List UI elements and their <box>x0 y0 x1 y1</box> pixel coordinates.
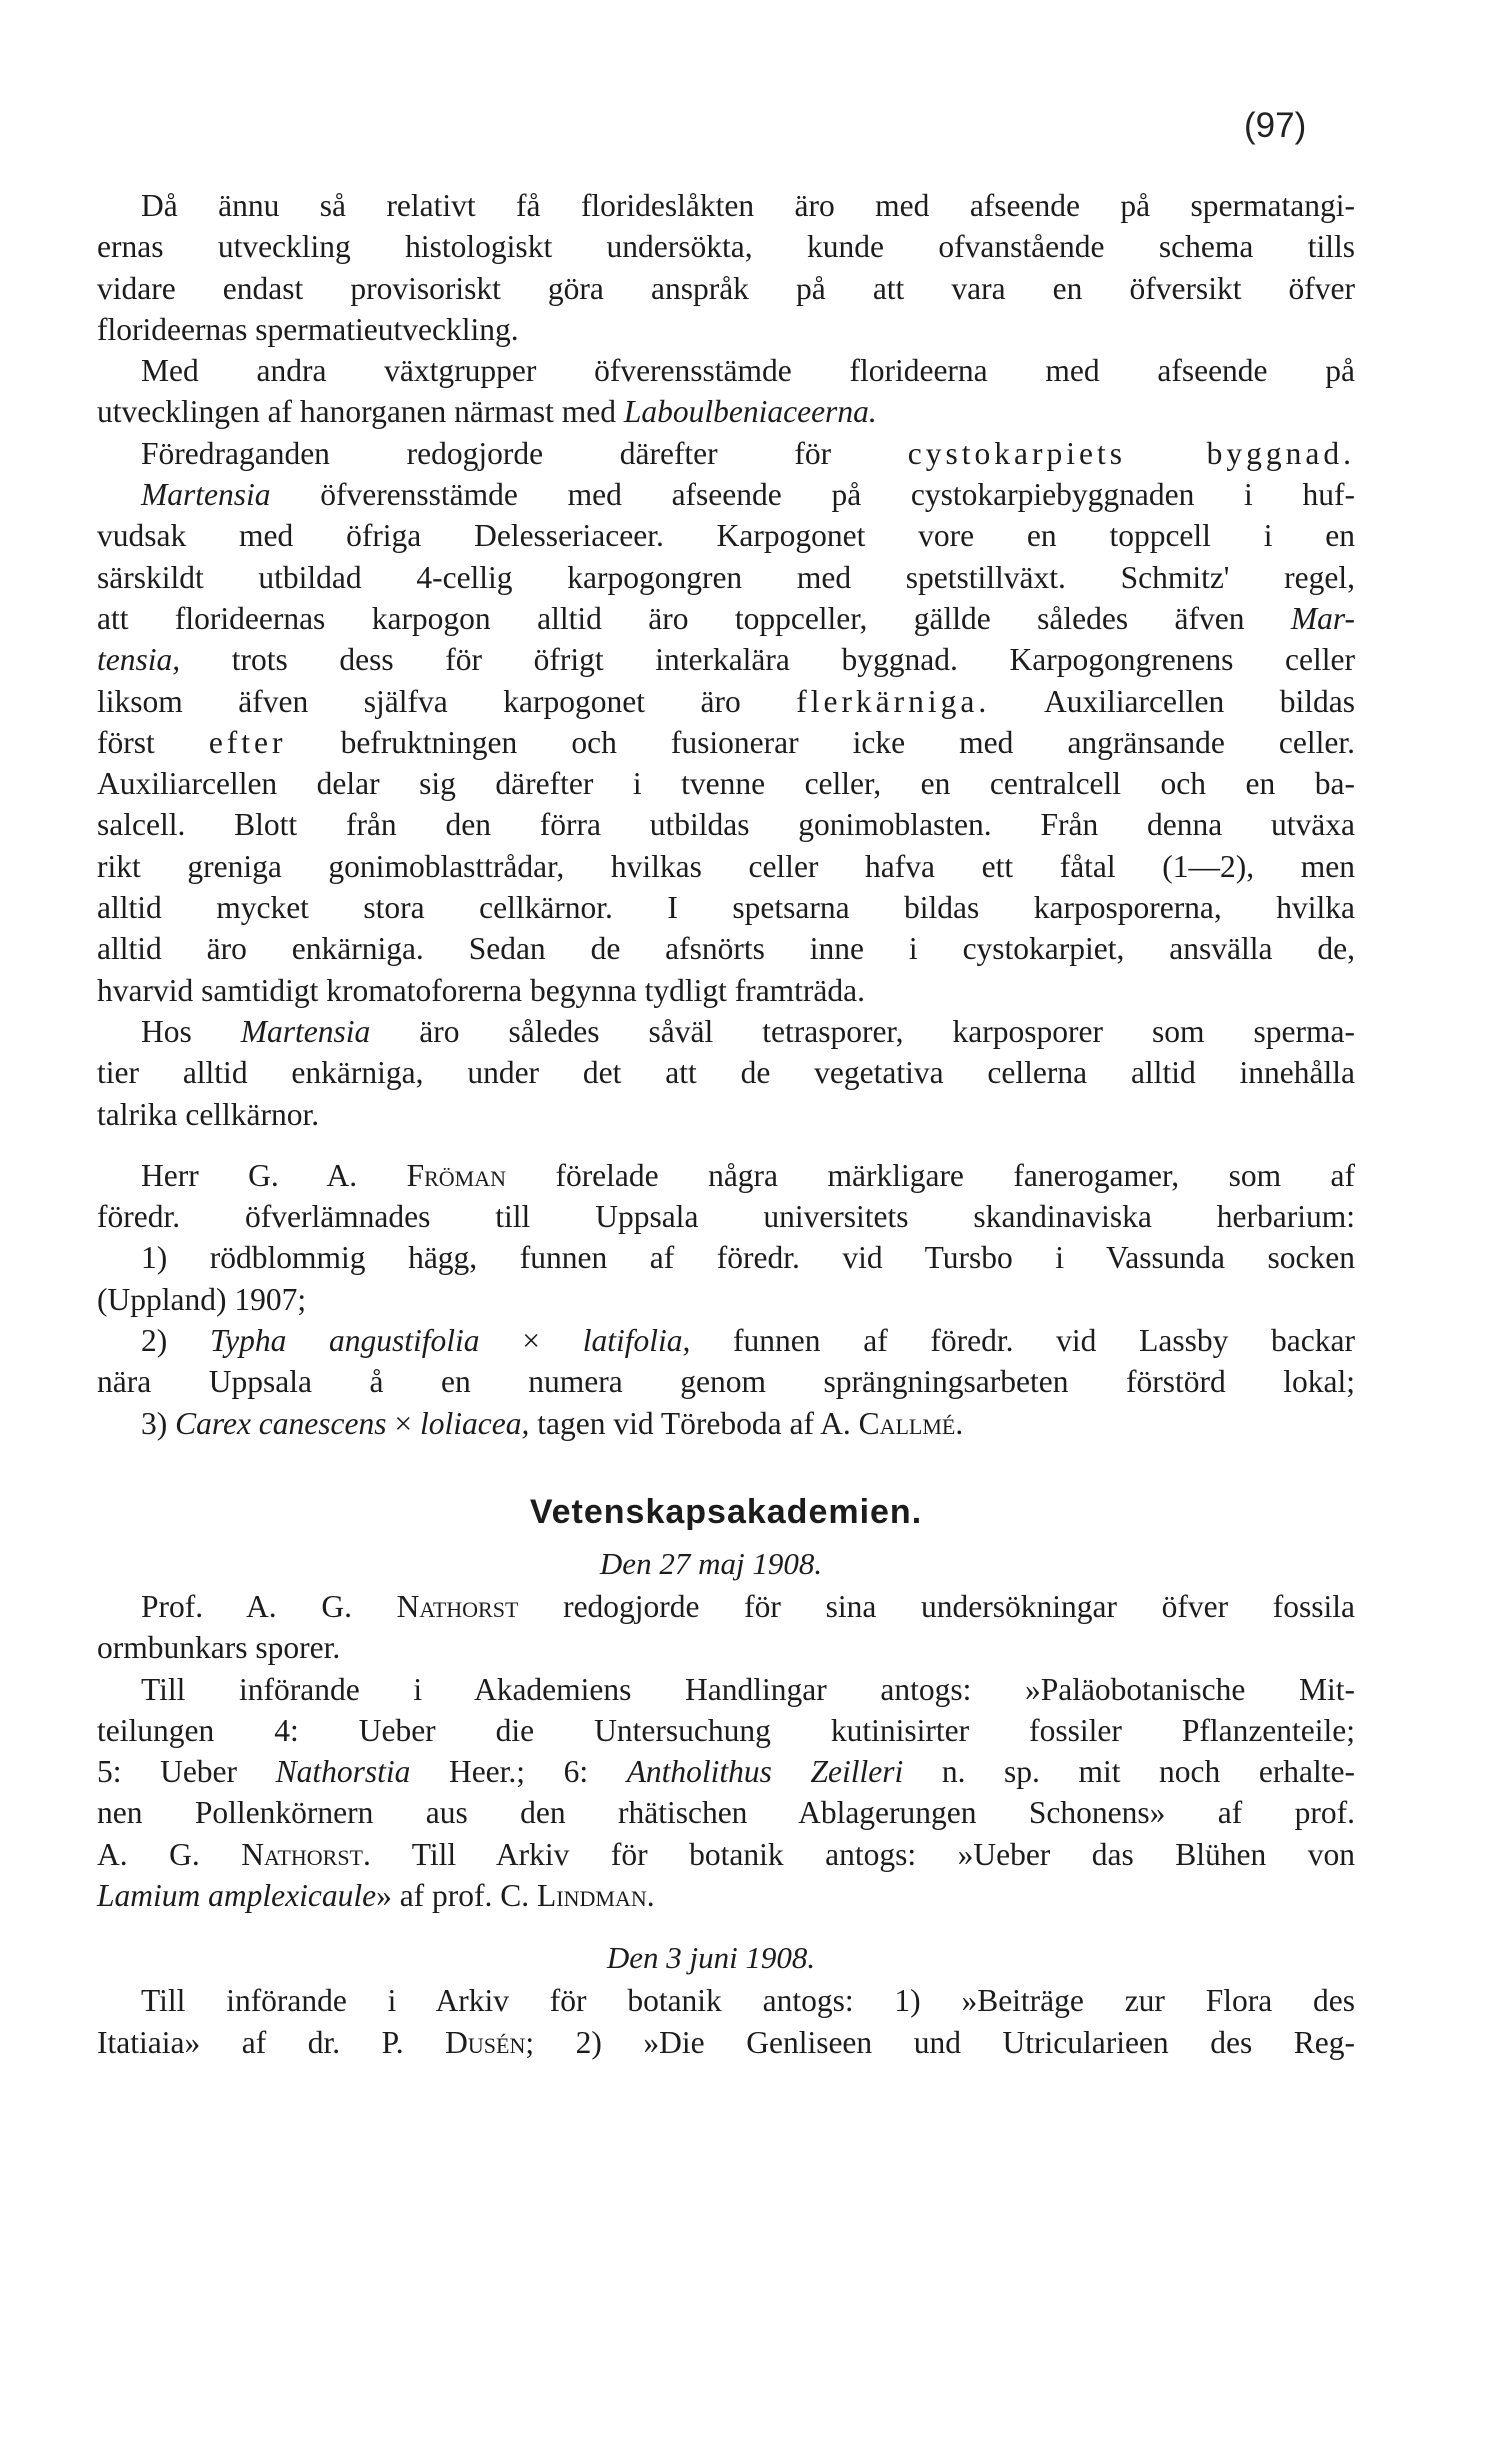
page-number: (97) <box>1244 106 1307 145</box>
text-line <box>97 1320 1355 1361</box>
text-line <box>97 474 1355 515</box>
taxon-name: Typha angustifolia <box>209 1323 480 1359</box>
text-run: först <box>97 724 209 760</box>
text-line: florideernas spermatieutveckling. <box>97 311 519 347</box>
text-run: liksom äfven själfva karpogonet äro <box>97 683 797 719</box>
text-line <box>97 1586 1355 1627</box>
taxon-name: Carex canescens <box>175 1405 387 1441</box>
text-line <box>97 1155 1355 1196</box>
text-run: trots dess för öfrigt interkalära byggnad. Karpogongrenens celler <box>180 642 1355 678</box>
text-line: (Uppland) 1907; <box>97 1281 307 1317</box>
text-run: Heer.; 6: <box>410 1754 627 1790</box>
text-line: nen Pollenkörnern aus den rhätischen Ablagerungen Schonens» af prof. <box>97 1795 1355 1831</box>
text-line: ormbunkars sporer. <box>97 1630 341 1666</box>
paragraph-spermatangia <box>97 185 1355 1135</box>
meeting-date: Den 3 juni 1908. <box>606 1940 816 1976</box>
text-line: ernas utveckling histologiskt undersökta, kunde ofvanstående schema tills <box>97 229 1355 265</box>
text-run: × <box>479 1323 583 1359</box>
text-line <box>97 1875 1355 1916</box>
text-run: redogjorde för sina undersökningar öfver fossila <box>518 1588 1355 1624</box>
text-run: Herr G. A. <box>141 1157 407 1193</box>
text-line: vudsak med öfriga Delesseriaceer. Karpogonet vore en toppcell i en <box>97 518 1355 554</box>
taxon-name: Nathorstia <box>275 1754 411 1790</box>
text-line: Till införande i Akademiens Handlingar antogs: »Paläobotanische Mit- <box>141 1671 1355 1707</box>
text-run: förelade några märkligare fanerogamer, som af <box>506 1157 1356 1193</box>
text-run: Till Arkiv för botanik antogs: »Ueber das Blühen von <box>370 1836 1355 1872</box>
text-line <box>97 598 1355 639</box>
text-run: 3) <box>141 1405 176 1441</box>
text-line: hvarvid samtidigt kromatoforerna begynna tydligt framträda. <box>97 972 866 1008</box>
taxon-name: Martensia <box>240 1013 371 1049</box>
text-run: Itatiaia» af dr. P. <box>97 2024 446 2060</box>
text-line <box>97 2022 1355 2063</box>
text-run: Hos <box>141 1013 241 1049</box>
text-line <box>97 639 1355 680</box>
text-run: äro således såväl tetrasporer, karposporer som sperma- <box>370 1013 1355 1049</box>
text-line: rikt greniga gonimoblasttrådar, hvilkas celler hafva ett fåtal (1—2), men <box>97 848 1355 884</box>
text-line: tier alltid enkärniga, under det att de vegetativa cellerna alltid innehålla <box>97 1055 1355 1091</box>
text-run: Prof. A. G. <box>141 1588 397 1624</box>
text-line: vidare endast provisoriskt göra anspråk på att vara en öfversikt öfver <box>97 270 1355 306</box>
section-gap <box>97 1444 1355 1482</box>
text-run: utvecklingen af hanorganen närmast med <box>97 394 624 430</box>
text-line: Med andra växtgrupper öfverensstämde florideerna med afseende på <box>141 353 1355 389</box>
text-run: att florideernas karpogon alltid äro toppceller, gällde således äfven <box>97 600 1291 636</box>
page-body <box>97 185 1355 2063</box>
text-line <box>97 433 1355 474</box>
text-line: 1) rödblommig hägg, funnen af föredr. vid Tursbo i Vassunda socken <box>141 1240 1355 1276</box>
text-run: A. G. <box>97 1836 242 1872</box>
text-line <box>97 1834 1355 1875</box>
text-run: öfverensstämde med afseende på cystokarpiebyggnaden i huf- <box>270 477 1355 513</box>
person-name: Dusén; <box>445 2024 535 2060</box>
taxon-name: Lamium amplexicaule <box>97 1877 377 1913</box>
text-run: 2) <box>141 1323 210 1359</box>
emphasis-spaced: cystokarpiets byggnad. <box>907 435 1355 471</box>
text-run: 2) »Die Genliseen und Utricularieen des Reg- <box>534 2024 1355 2060</box>
person-name: Nathorst <box>396 1588 519 1624</box>
emphasis-spaced: flerkärniga. <box>796 683 991 719</box>
taxon-name: loliacea, <box>420 1405 530 1441</box>
text-line: Auxiliarcellen delar sig därefter i tvenne celler, en centralcell och en ba- <box>97 766 1355 802</box>
text-run: funnen af föredr. vid Lassby backar <box>690 1323 1355 1359</box>
paragraph-gap <box>97 1916 1355 1936</box>
text-line <box>97 1751 1355 1792</box>
text-line <box>97 681 1355 722</box>
text-run: × <box>386 1405 421 1441</box>
person-name: Fröman <box>406 1157 506 1193</box>
person-name: Callmé. <box>858 1405 964 1441</box>
text-run: tagen vid Töreboda af A. <box>529 1405 859 1441</box>
paragraph-nathorst <box>97 1586 1355 1916</box>
taxon-name: Antholithus Zeilleri <box>626 1754 904 1790</box>
paragraph-froman <box>97 1155 1355 1444</box>
taxon-name: latifolia, <box>582 1323 691 1359</box>
text-line <box>97 391 1355 432</box>
text-run: 5: Ueber <box>97 1754 276 1790</box>
text-line <box>97 1011 1355 1052</box>
taxon-name: tensia, <box>97 642 181 678</box>
text-line: teilungen 4: Ueber die Untersuchung kutinisirter fossiler Pflanzenteile; <box>97 1712 1355 1748</box>
text-run: » af prof. C. <box>376 1877 538 1913</box>
text-line: Då ännu så relativt få florideslåkten äro med afseende på spermatangi- <box>141 188 1355 223</box>
taxon-name: Laboulbeniaceerna. <box>623 394 877 430</box>
person-name: Nathorst. <box>241 1836 371 1872</box>
text-run: befruktningen och fusionerar icke med angränsande celler. <box>286 724 1356 760</box>
text-line: talrika cellkärnor. <box>97 1096 320 1132</box>
text-line <box>97 722 1355 763</box>
taxon-name: Mar- <box>1290 600 1355 636</box>
text-line: alltid mycket stora cellkärnor. I spetsarna bildas karposporerna, hvilka <box>97 890 1355 926</box>
text-run: Auxiliarcellen bildas <box>990 683 1355 719</box>
section-heading: Vetenskapsakademien. <box>529 1492 923 1531</box>
text-line: föredr. öfverlämnades till Uppsala universitets skandinaviska herbarium: <box>97 1199 1355 1235</box>
text-run: n. sp. mit noch erhalte- <box>903 1754 1356 1790</box>
text-line: nära Uppsala å en numera genom sprängningsarbeten förstörd lokal; <box>97 1364 1355 1400</box>
text-line: Till införande i Arkiv för botanik antogs: 1) »Beiträge zur Flora des <box>141 1983 1355 2019</box>
text-line: särskildt utbildad 4-cellig karpogongren med spetstillväxt. Schmitz' regel, <box>97 559 1355 595</box>
emphasis-spaced: efter <box>208 724 287 760</box>
text-line: salcell. Blott från den förra utbildas gonimoblasten. Från denna utväxa <box>97 807 1355 843</box>
paragraph-gap <box>97 1135 1355 1155</box>
text-line: alltid äro enkärniga. Sedan de afsnörts inne i cystokarpiet, ansvälla de, <box>97 931 1355 967</box>
meeting-date: Den 27 maj 1908. <box>599 1545 823 1581</box>
text-line <box>97 1403 1355 1444</box>
text-run: Föredraganden redogjorde därefter för <box>141 435 908 471</box>
person-name: Lindman. <box>537 1877 655 1913</box>
taxon-name: Martensia <box>141 477 271 513</box>
paragraph-arkiv <box>97 1980 1355 2063</box>
